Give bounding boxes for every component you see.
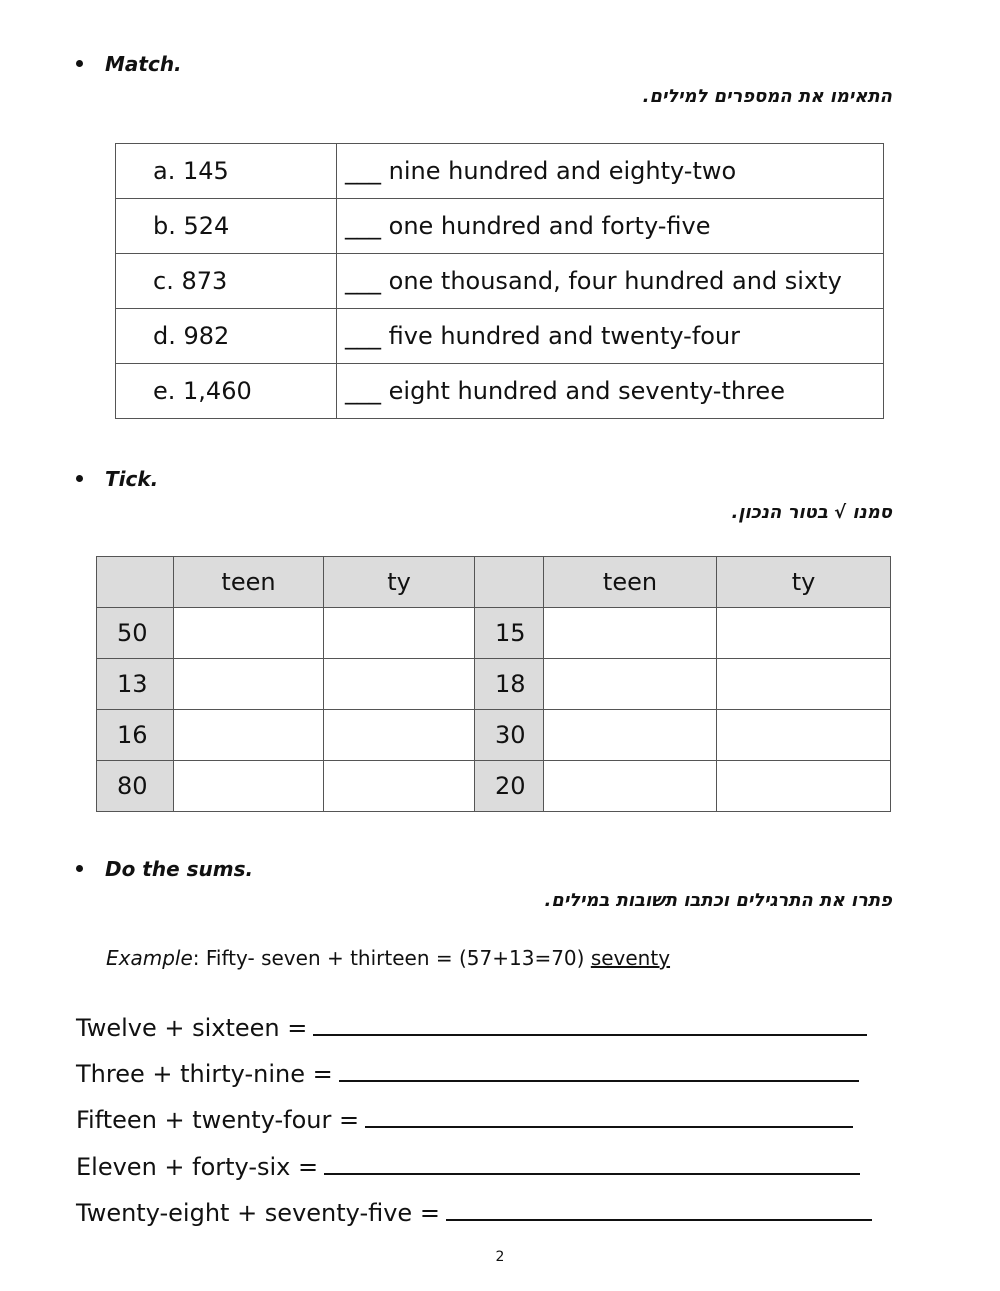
table-row bbox=[97, 761, 891, 812]
words-cell: ___ five hundred and twenty-four bbox=[337, 309, 884, 364]
answer-line[interactable] bbox=[446, 1197, 872, 1221]
answer-line[interactable] bbox=[339, 1058, 859, 1082]
number-cell: 15 bbox=[475, 608, 544, 659]
ty-answer-cell[interactable] bbox=[717, 608, 891, 659]
table-row bbox=[116, 309, 884, 364]
header-cell: ty bbox=[717, 557, 891, 608]
number-cell: 20 bbox=[475, 761, 544, 812]
table-row bbox=[97, 608, 891, 659]
match-heading: Match. bbox=[76, 52, 182, 76]
match-instruction: התאימו את המספרים למילים. bbox=[642, 86, 892, 107]
number-cell: e. 1,460 bbox=[116, 364, 337, 419]
header-cell bbox=[475, 557, 544, 608]
answer-line[interactable] bbox=[313, 1012, 867, 1036]
sum-expression: Twenty-eight + seventy-five = bbox=[76, 1199, 440, 1227]
bullet-icon bbox=[76, 475, 83, 482]
number-cell: 30 bbox=[475, 710, 544, 761]
match-table bbox=[115, 143, 884, 419]
table-row bbox=[116, 144, 884, 199]
ty-answer-cell[interactable] bbox=[717, 659, 891, 710]
example-answer: seventy bbox=[590, 946, 671, 970]
ty-answer-cell[interactable] bbox=[324, 710, 475, 761]
sums-instruction: פתרו את התרגילים וכתבו תשובות במילים. bbox=[544, 890, 892, 911]
header-cell: teen bbox=[544, 557, 717, 608]
bullet-icon bbox=[76, 60, 83, 67]
header-cell bbox=[97, 557, 174, 608]
number-cell: a. 145 bbox=[116, 144, 337, 199]
table-row bbox=[116, 254, 884, 309]
header-cell: ty bbox=[324, 557, 475, 608]
number-cell: 13 bbox=[97, 659, 174, 710]
number-cell: 80 bbox=[97, 761, 174, 812]
table-header-row bbox=[97, 557, 891, 608]
number-cell: d. 982 bbox=[116, 309, 337, 364]
sum-item bbox=[76, 1197, 872, 1227]
sum-item bbox=[76, 1104, 853, 1134]
sum-expression: Eleven + forty-six = bbox=[76, 1153, 319, 1181]
sum-expression: Fifteen + twenty-four = bbox=[76, 1106, 360, 1134]
sum-item bbox=[76, 1012, 867, 1042]
tick-table bbox=[96, 556, 891, 812]
number-cell: 18 bbox=[475, 659, 544, 710]
ty-answer-cell[interactable] bbox=[324, 761, 475, 812]
teen-answer-cell[interactable] bbox=[174, 761, 324, 812]
number-cell: 50 bbox=[97, 608, 174, 659]
page-number: 2 bbox=[495, 1249, 505, 1265]
ty-answer-cell[interactable] bbox=[324, 608, 475, 659]
ty-answer-cell[interactable] bbox=[324, 659, 475, 710]
words-cell: ___ nine hundred and eighty-two bbox=[337, 144, 884, 199]
teen-answer-cell[interactable] bbox=[544, 761, 717, 812]
ty-answer-cell[interactable] bbox=[717, 761, 891, 812]
table-row bbox=[97, 659, 891, 710]
words-cell: ___ one thousand, four hundred and sixty bbox=[337, 254, 884, 309]
words-cell: ___ eight hundred and seventy-three bbox=[337, 364, 884, 419]
table-row bbox=[97, 710, 891, 761]
table-row bbox=[116, 364, 884, 419]
example-label: Example bbox=[106, 946, 193, 970]
answer-line[interactable] bbox=[324, 1151, 860, 1175]
header-cell: teen bbox=[174, 557, 324, 608]
answer-line[interactable] bbox=[365, 1104, 853, 1128]
words-cell: ___ one hundred and forty-five bbox=[337, 199, 884, 254]
sums-heading: Do the sums. bbox=[76, 857, 253, 881]
example-line bbox=[106, 946, 670, 970]
number-cell: 16 bbox=[97, 710, 174, 761]
teen-answer-cell[interactable] bbox=[174, 608, 324, 659]
bullet-icon bbox=[76, 865, 83, 872]
teen-answer-cell[interactable] bbox=[174, 659, 324, 710]
ty-answer-cell[interactable] bbox=[717, 710, 891, 761]
sum-expression: Twelve + sixteen = bbox=[76, 1014, 308, 1042]
tick-instruction: סמנו √ בטור הנכון. bbox=[731, 502, 892, 523]
teen-answer-cell[interactable] bbox=[174, 710, 324, 761]
teen-answer-cell[interactable] bbox=[544, 659, 717, 710]
example-text: : Fifty- seven + thirteen = (57+13=70) bbox=[192, 946, 591, 970]
number-cell: c. 873 bbox=[116, 254, 337, 309]
teen-answer-cell[interactable] bbox=[544, 608, 717, 659]
teen-answer-cell[interactable] bbox=[544, 710, 717, 761]
sum-item bbox=[76, 1151, 860, 1181]
sum-item bbox=[76, 1058, 859, 1088]
tick-heading: Tick. bbox=[76, 467, 158, 491]
number-cell: b. 524 bbox=[116, 199, 337, 254]
sum-expression: Three + thirty-nine = bbox=[76, 1060, 333, 1088]
table-row bbox=[116, 199, 884, 254]
